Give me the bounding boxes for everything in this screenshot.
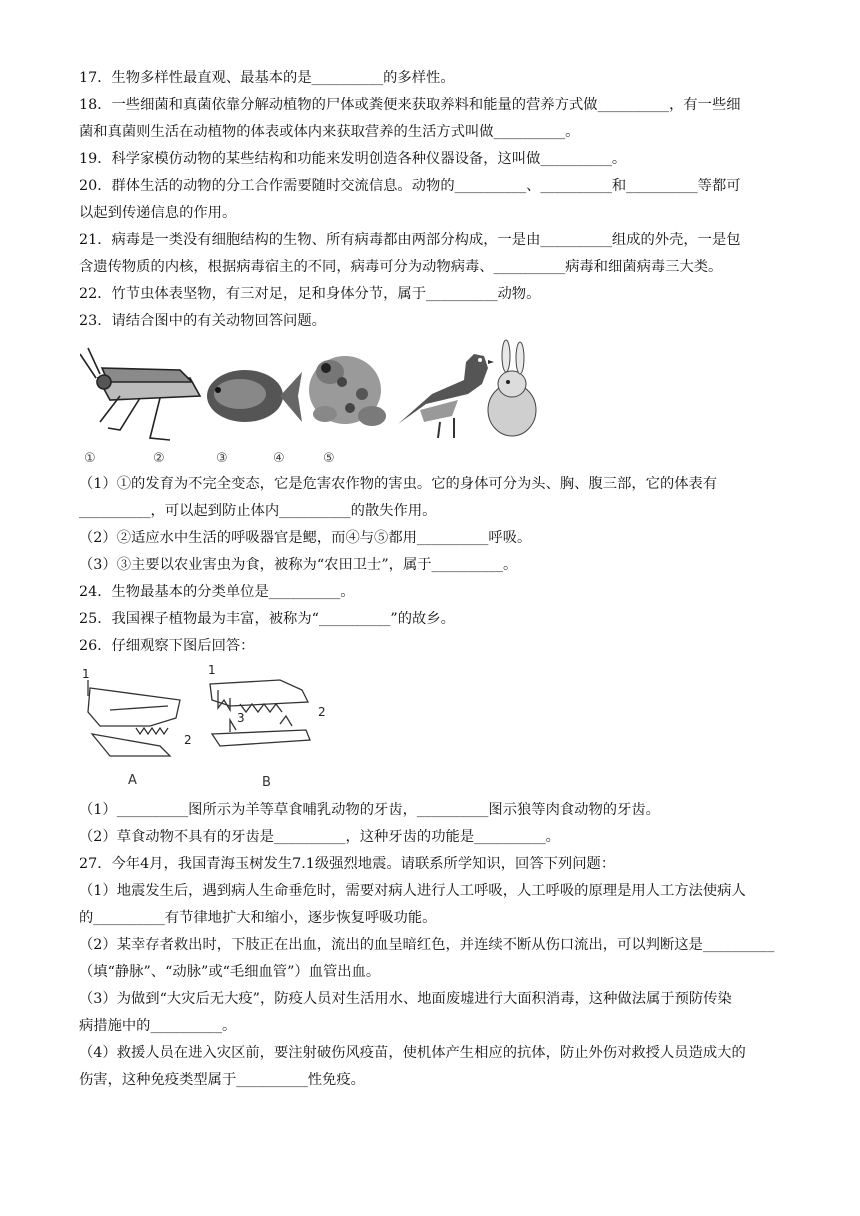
question-23: 23．请结合图中的有关动物回答问题。 xyxy=(79,313,326,329)
question-27-part-4-line-2: 伤害，这种免疫类型属于__________性免疫。 xyxy=(79,1072,365,1088)
skull-b-image xyxy=(210,680,310,746)
question-21-line-1: 21．病毒是一类没有细胞结构的生物、所有病毒都由两部分构成，一是由__________组成的外壳，一是包 xyxy=(79,232,741,248)
question-23-part-3: （3）③主要以农业害虫为食，被称为“农田卫士”，属于__________。 xyxy=(79,557,518,573)
pigeon-image xyxy=(398,354,494,438)
question-27-part-1-line-1: （1）地震发生后，遇到病人生命垂危时，需要对病人进行人工呼吸，人工呼吸的原理是用人工方法使病人 xyxy=(79,883,746,899)
question-23-part-1-line-1: （1）①的发育为不完全变态，它是危害农作物的害虫。它的身体可分为头、胸、腹三部，它的体表有 xyxy=(79,476,718,492)
question-17: 17．生物多样性最直观、最基本的是__________的多样性。 xyxy=(79,70,455,86)
panel-b-caption: B xyxy=(262,775,271,790)
question-26-part-2: （2）草食动物不具有的牙齿是__________，这种牙齿的功能是__________。 xyxy=(79,829,560,845)
panel-a-mark-2: 2 xyxy=(184,733,192,747)
question-27-part-3-line-2: 病措施中的__________。 xyxy=(79,1018,237,1034)
question-21-line-2: 含遗传物质的内核，根据病毒宿主的不同，病毒可分为动物病毒、__________病毒和细菌病毒三大类。 xyxy=(79,259,723,275)
grasshopper-image xyxy=(80,348,200,440)
panel-a-mark-1: 1 xyxy=(82,667,90,681)
question-27-part-4-line-1: （4）救援人员在进入灾区前，要注射破伤风疫苗，使机体产生相应的抗体，防止外伤对救授人员造成大的 xyxy=(79,1045,746,1061)
question-19: 19．科学家模仿动物的某些结构和功能来发明创造各种仪器设备，这叫做__________。 xyxy=(79,151,627,167)
question-27-part-2-line-1: （2）某幸存者救出时，下肢正在出血，流出的血呈暗红色，并连续不断从伤口流出，可以判断这是__________ xyxy=(79,937,775,953)
panel-b-mark-1: 1 xyxy=(208,663,216,677)
question-27-part-2-line-2: （填“静脉”、“动脉”或“毛细血管”）血管出血。 xyxy=(79,964,381,980)
question-20-line-2: 以起到传递信息的作用。 xyxy=(79,205,237,221)
animal-figure xyxy=(80,338,540,468)
question-23-part-1-line-2: __________，可以起到防止体内__________的散失作用。 xyxy=(79,503,437,519)
teeth-figure xyxy=(80,660,340,792)
question-24: 24．生物最基本的分类单位是__________。 xyxy=(79,584,355,600)
skull-a-image xyxy=(88,680,180,756)
panel-b-mark-3: 3 xyxy=(237,711,245,725)
label-4: ④ xyxy=(273,451,285,466)
question-27: 27．今年4月，我国青海玉树发生7.1级强烈地震。请联系所学知识，回答下列问题： xyxy=(79,856,616,872)
label-1: ① xyxy=(84,451,96,466)
question-27-part-3-line-1: （3）为做到“大灾后无大疫”，防疫人员对生活用水、地面废墟进行大面积消毒，这种做法属于预防传染 xyxy=(79,991,732,1007)
question-18-line-2: 菌和真菌则生活在动植物的体表或体内来获取营养的生活方式叫做__________。 xyxy=(79,124,580,140)
rabbit-image xyxy=(488,340,536,436)
question-27-part-1-line-2: 的__________有节律地扩大和缩小，逐步恢复呼吸功能。 xyxy=(79,910,437,926)
panel-a-caption: A xyxy=(128,773,137,788)
question-23-part-2: （2）②适应水中生活的呼吸器官是鳃，而④与⑤都用__________呼吸。 xyxy=(79,530,532,546)
frog-image xyxy=(309,356,386,426)
label-3: ③ xyxy=(216,451,228,466)
question-25: 25．我国裸子植物最为丰富，被称为“__________”的故乡。 xyxy=(79,611,455,627)
question-22: 22．竹节虫体表坚物，有三对足，足和身体分节，属于__________动物。 xyxy=(79,286,541,302)
panel-b-mark-2: 2 xyxy=(318,705,326,719)
label-2: ② xyxy=(153,451,165,466)
question-18-line-1: 18．一些细菌和真菌依靠分解动植物的尸体或粪便来获取养料和能量的营养方式做__________，有一些细 xyxy=(79,97,741,113)
label-5: ⑤ xyxy=(323,451,335,466)
fish-image xyxy=(207,370,302,422)
question-20-line-1: 20．群体生活的动物的分工合作需要随时交流信息。动物的__________、__________和__________等都可 xyxy=(79,178,741,194)
question-26-part-1: （1）__________图所示为羊等草食哺乳动物的牙齿，__________图示狼等肉食动物的牙齿。 xyxy=(79,802,660,818)
question-26: 26．仔细观察下图后回答： xyxy=(79,638,255,654)
